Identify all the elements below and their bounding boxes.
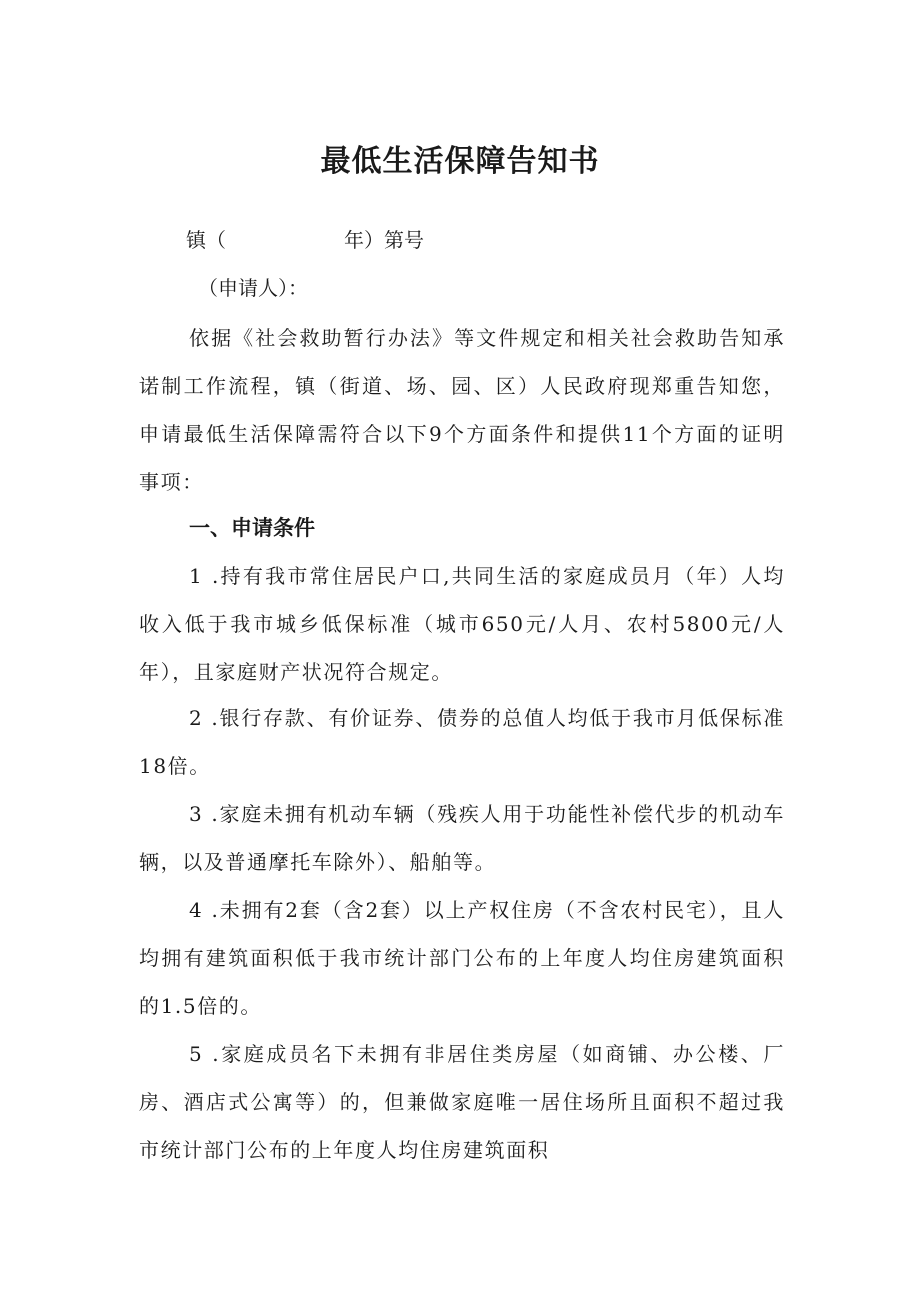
- document-number-prefix: 镇（: [186, 228, 226, 252]
- condition-item-4: 4 .未拥有2套（含2套）以上产权住房（不含农村民宅），且人均拥有建筑面积低于我市统计部门公布的上年度人均住房建筑面积的1.5倍的。: [139, 898, 785, 1018]
- section-heading: 一、申请条件: [189, 516, 315, 540]
- condition-item-3: 3 .家庭未拥有机动车辆（残疾人用于功能性补偿代步的机动车辆，以及普通摩托车除外）、船舶等。: [139, 802, 785, 874]
- intro-paragraph: 依据《社会救助暂行办法》等文件规定和相关社会救助告知承诺制工作流程，镇（街道、场、园、区）人民政府现郑重告知您，申请最低生活保障需符合以下9个方面条件和提供11个方面的证明事项：: [139, 326, 785, 494]
- document-number-suffix: 年）第号: [344, 228, 424, 252]
- condition-item-2: 2 .银行存款、有价证券、债券的总值人均低于我市月低保标准18倍。: [139, 706, 785, 778]
- condition-item-1: 1 .持有我市常住居民户口,共同生活的家庭成员月（年）人均收入低于我市城乡低保标准（城市650元/人月、农村5800元/人年），且家庭财产状况符合规定。: [139, 564, 785, 684]
- document-number-line: [186, 222, 786, 258]
- document-title: 最低生活保障告知书: [320, 144, 600, 179]
- condition-item-5: 5 .家庭成员名下未拥有非居住类房屋（如商铺、办公楼、厂房、酒店式公寓等）的，但兼做家庭唯一居住场所且面积不超过我市统计部门公布的上年度人均住房建筑面积: [139, 1042, 785, 1162]
- addressee-line: （申请人）：: [198, 276, 308, 300]
